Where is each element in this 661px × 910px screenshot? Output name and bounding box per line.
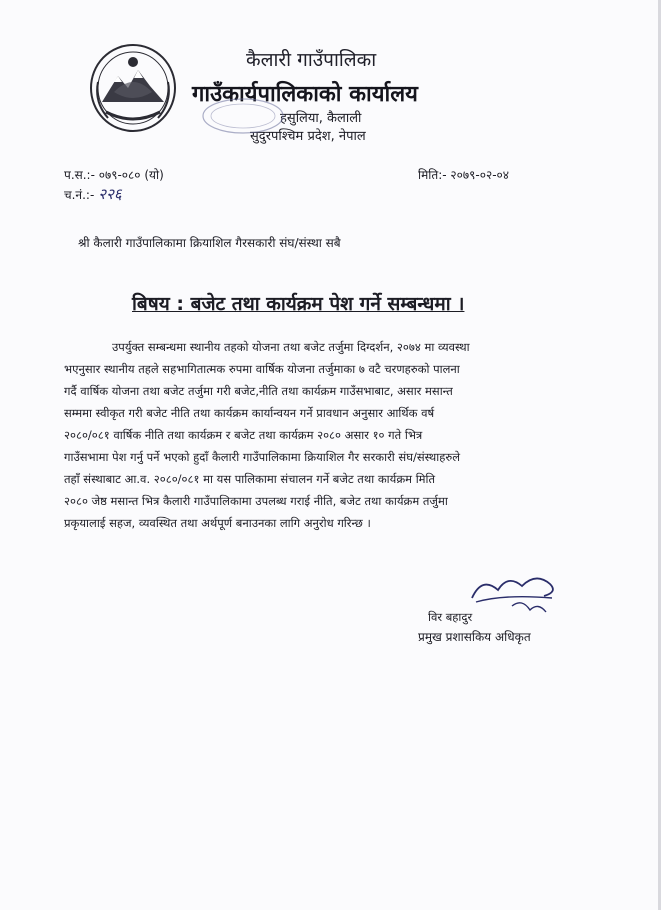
body-line: सम्ममा स्वीकृत गरी बजेट नीति तथा कार्यक्रम कार्यान्वयन गर्ने प्रावधान अनुसार आर्थिक वर्ष (64, 406, 435, 420)
signatory-title: प्रमुख प्रशासकिय अधिकृत (418, 630, 531, 644)
body-line: भएनुसार स्थानीय तहले सहभागितात्मक रुपमा वार्षिक योजना तर्जुमाका ७ वटै चरणहरुको पालना (64, 362, 460, 376)
body-line: तहाँ संस्थाबाट आ.व. २०८०/०८१ मा यस पालिकामा संचालन गर्ने बजेट तथा कार्यक्रम मिति (64, 472, 436, 486)
office-name: गाउँकार्यपालिकाको कार्यालय (192, 82, 418, 107)
chalani-label: च.नं.:- (64, 188, 95, 202)
signatory-name: विर बहादुर (428, 610, 473, 624)
patra-sankhya: प.स.:- ०७९-०८० (यो) (64, 168, 164, 182)
body-line: प्रकृयालाई सहज, व्यवस्थित तथा अर्थपूर्ण बनाउनका लागि अनुरोध गरिन्छ । (64, 516, 371, 530)
chalani-number-row (64, 184, 122, 204)
nepal-emblem-logo (88, 42, 178, 134)
office-location: हसुलिया, कैलाली (280, 111, 362, 126)
letter-subject: बिषय : बजेट तथा कार्यक्रम पेश गर्ने सम्बन्धमा । (132, 293, 465, 315)
office-stamp (200, 96, 286, 136)
body-line: २०८० जेष्ठ मसान्त भित्र कैलारी गाउँपालिकामा उपलब्ध गराई नीति, बजेट तथा कार्यक्रम तर्जुमा (64, 494, 448, 508)
body-line: उपर्युक्त सम्बन्धमा स्थानीय तहको योजना तथा बजेट तर्जुमा दिग्दर्शन, २०७४ मा व्यवस्था (112, 340, 470, 354)
addressee: श्री कैलारी गाउँपालिकामा क्रियाशिल गैरसकारी संघ/संस्था सबै (78, 236, 341, 250)
municipality-name: कैलारी गाउँपालिका (246, 49, 377, 71)
body-line: गर्दै वार्षिक योजना तथा बजेट तर्जुमा गरी बजेट,नीति तथा कार्यक्रम गाउँसभाबाट, असार मसान्त (64, 384, 453, 398)
province-name: सुदुरपश्चिम प्रदेश, नेपाल (250, 129, 366, 144)
letter-date: मिति:- २०७९-०२-०४ (418, 168, 510, 182)
body-line: २०८०/०८१ वार्षिक नीति तथा कार्यक्रम र बजेट तथा कार्यक्रम २०८० असार १० गते भित्र (64, 428, 423, 442)
chalani-number-handwritten: २२६ (98, 185, 122, 203)
body-line: गाउँसभामा पेश गर्नु पर्ने भएको हुदाँ कैलारी गाउँपालिकामा क्रियाशिल गैर सरकारी संघ/संस्थाहरुले (64, 450, 460, 464)
